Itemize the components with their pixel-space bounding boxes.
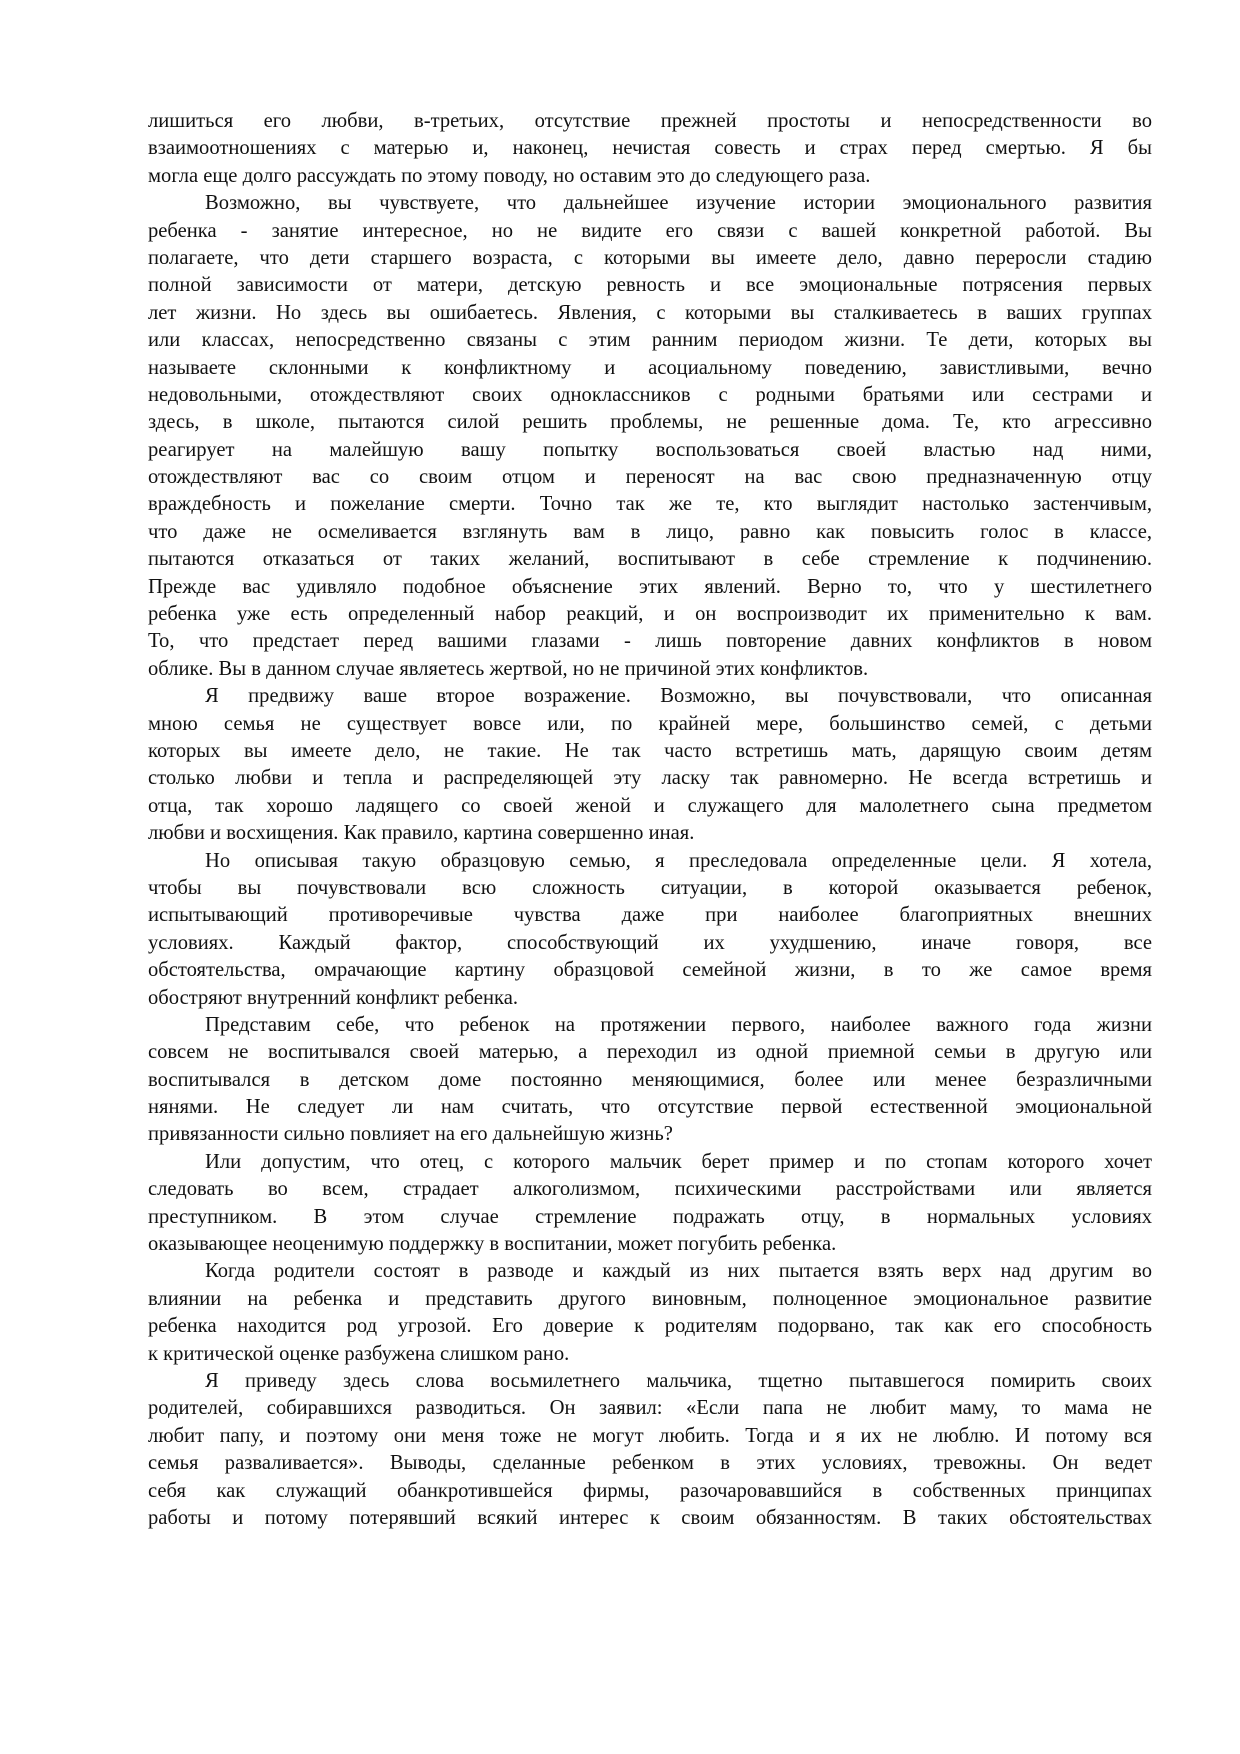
text-line: ребенка уже есть определенный набор реакций, и он воспроизводит их применительно к вам.	[148, 603, 1152, 626]
text-line: недовольными, отождествляют своих одноклассников с родными братьями или сестрами и	[148, 383, 1152, 406]
text-line: отождествляют вас со своим отцом и переносят на вас свою предназначенную отцу	[148, 466, 1152, 489]
text-line: реагирует на малейшую вашу попытку воспользоваться своей властью над ними,	[148, 438, 1152, 461]
text-line: Но описывая такую образцовую семью, я преследовала определенные цели. Я хотела,	[205, 849, 1152, 872]
text-line: Возможно, вы чувствуете, что дальнейшее изучение истории эмоционального развития	[205, 192, 1152, 215]
paragraph	[148, 1149, 1152, 1259]
text-line: преступником. В этом случае стремление подражать отцу, в нормальных условиях	[148, 1205, 1152, 1228]
document-page	[148, 108, 1152, 1532]
text-line: работы и потому потерявший всякий интерес к своим обязанностям. В таких обстоятельствах	[148, 1506, 1152, 1529]
text-line: Я приведу здесь слова восьмилетнего мальчика, тщетно пытавшегося помирить своих	[205, 1369, 1152, 1392]
text-line: любви и восхищения. Как правило, картина совершенно иная.	[148, 822, 695, 845]
text-line: здесь, в школе, пытаются силой решить проблемы, не решенные дома. Те, кто агрессивно	[148, 411, 1152, 434]
text-line: Или допустим, что отец, с которого мальчик берет пример и по стопам которого хочет	[205, 1150, 1152, 1173]
text-line: Я предвижу ваше второе возражение. Возможно, вы почувствовали, что описанная	[205, 685, 1152, 708]
text-line: или классах, непосредственно связаны с этим ранним периодом жизни. Те дети, которых вы	[148, 329, 1152, 352]
text-line: ребенка находится род угрозой. Его доверие к родителям подорвано, так как его способность	[148, 1315, 1152, 1338]
text-line: столько любви и тепла и распределяющей эту ласку так равномерно. Не всегда встретишь и	[148, 767, 1152, 790]
paragraph	[148, 1258, 1152, 1368]
text-line: мною семья не существует вовсе или, по крайней мере, большинство семей, с детьми	[148, 712, 1152, 735]
text-line: воспитывался в детском доме постоянно меняющимися, более или менее безразличными	[148, 1068, 1152, 1091]
text-line: чтобы вы почувствовали всю сложность ситуации, в которой оказывается ребенок,	[148, 876, 1152, 899]
text-line: которых вы имеете дело, не такие. Не так часто встретишь мать, дарящую своим детям	[148, 739, 1152, 762]
text-line: То, что предстает перед вашими глазами - лишь повторение давних конфликтов в новом	[148, 630, 1152, 653]
paragraph	[148, 1012, 1152, 1149]
text-line: что даже не осмеливается взглянуть вам в лицо, равно как повысить голос в классе,	[148, 520, 1152, 543]
text-line: условиях. Каждый фактор, способствующий их ухудшению, иначе говоря, все	[148, 931, 1152, 954]
text-line: нянями. Не следует ли нам считать, что отсутствие первой естественной эмоциональной	[148, 1096, 1152, 1119]
text-line: себя как служащий обанкротившейся фирмы, разочаровавшийся в собственных принципах	[148, 1479, 1152, 1502]
text-line: следовать во всем, страдает алкоголизмом, психическими расстройствами или является	[148, 1178, 1152, 1201]
text-line: к критической оценке разбужена слишком рано.	[148, 1342, 570, 1365]
paragraph	[148, 1368, 1152, 1532]
text-line: полагаете, что дети старшего возраста, с которыми вы имеете дело, давно переросли стадию	[148, 246, 1152, 269]
text-line: полной зависимости от матери, детскую ревность и все эмоциональные потрясения первых	[148, 274, 1152, 297]
text-line: лет жизни. Но здесь вы ошибаетесь. Явления, с которыми вы сталкиваетесь в ваших группах	[148, 301, 1152, 324]
text-line: облике. Вы в данном случае являетесь жертвой, но не причиной этих конфликтов.	[148, 657, 869, 680]
text-line: семья разваливается». Выводы, сделанные ребенком в этих условиях, тревожны. Он ведет	[148, 1452, 1152, 1475]
text-line: могла еще долго рассуждать по этому поводу, но оставим это до следующего раза.	[148, 164, 871, 187]
text-line: влиянии на ребенка и представить другого виновным, полноценное эмоциональное развитие	[148, 1287, 1152, 1310]
text-line: враждебность и пожелание смерти. Точно так же те, кто выглядит настолько застенчивым,	[148, 493, 1152, 516]
text-line: ребенка - занятие интересное, но не видите его связи с вашей конкретной работой. Вы	[148, 219, 1152, 242]
text-line: испытывающий противоречивые чувства даже при наиболее благоприятных внешних	[148, 904, 1152, 927]
text-line: обстоятельства, омрачающие картину образцовой семейной жизни, в то же самое время	[148, 959, 1152, 982]
text-line: Когда родители состоят в разводе и каждый из них пытается взять верх над другим во	[205, 1260, 1152, 1283]
text-line: родителей, собиравшихся разводиться. Он заявил: «Если папа не любит маму, то мама не	[148, 1397, 1152, 1420]
text-line: обостряют внутренний конфликт ребенка.	[148, 986, 519, 1009]
paragraph	[148, 190, 1152, 683]
text-line: отца, так хорошо ладящего со своей женой и служащего для малолетнего сына предметом	[148, 794, 1152, 817]
text-line: называете склонными к конфликтному и асоциальному поведению, завистливыми, вечно	[148, 356, 1152, 379]
text-line: оказывающее неоценимую поддержку в воспитании, может погубить ребенка.	[148, 1233, 837, 1256]
paragraph	[148, 848, 1152, 1012]
paragraph	[148, 683, 1152, 847]
text-line: Прежде вас удивляло подобное объяснение этих явлений. Верно то, что у шестилетнего	[148, 575, 1152, 598]
text-line: любит папу, и поэтому они меня тоже не могут любить. Тогда и я их не люблю. И потому вся	[148, 1424, 1152, 1447]
text-line: совсем не воспитывался своей матерью, а переходил из одной приемной семьи в другую или	[148, 1041, 1152, 1064]
text-line: пытаются отказаться от таких желаний, воспитывают в себе стремление к подчинению.	[148, 548, 1152, 571]
text-line: взаимоотношениях с матерью и, наконец, нечистая совесть и страх перед смертью. Я бы	[148, 137, 1152, 160]
text-line: привязанности сильно повлияет на его дальнейшую жизнь?	[148, 1123, 673, 1146]
text-line: лишиться его любви, в-третьих, отсутствие прежней простоты и непосредственности во	[148, 110, 1152, 132]
text-line: Представим себе, что ребенок на протяжении первого, наиболее важного года жизни	[205, 1013, 1152, 1036]
paragraph	[148, 108, 1152, 190]
